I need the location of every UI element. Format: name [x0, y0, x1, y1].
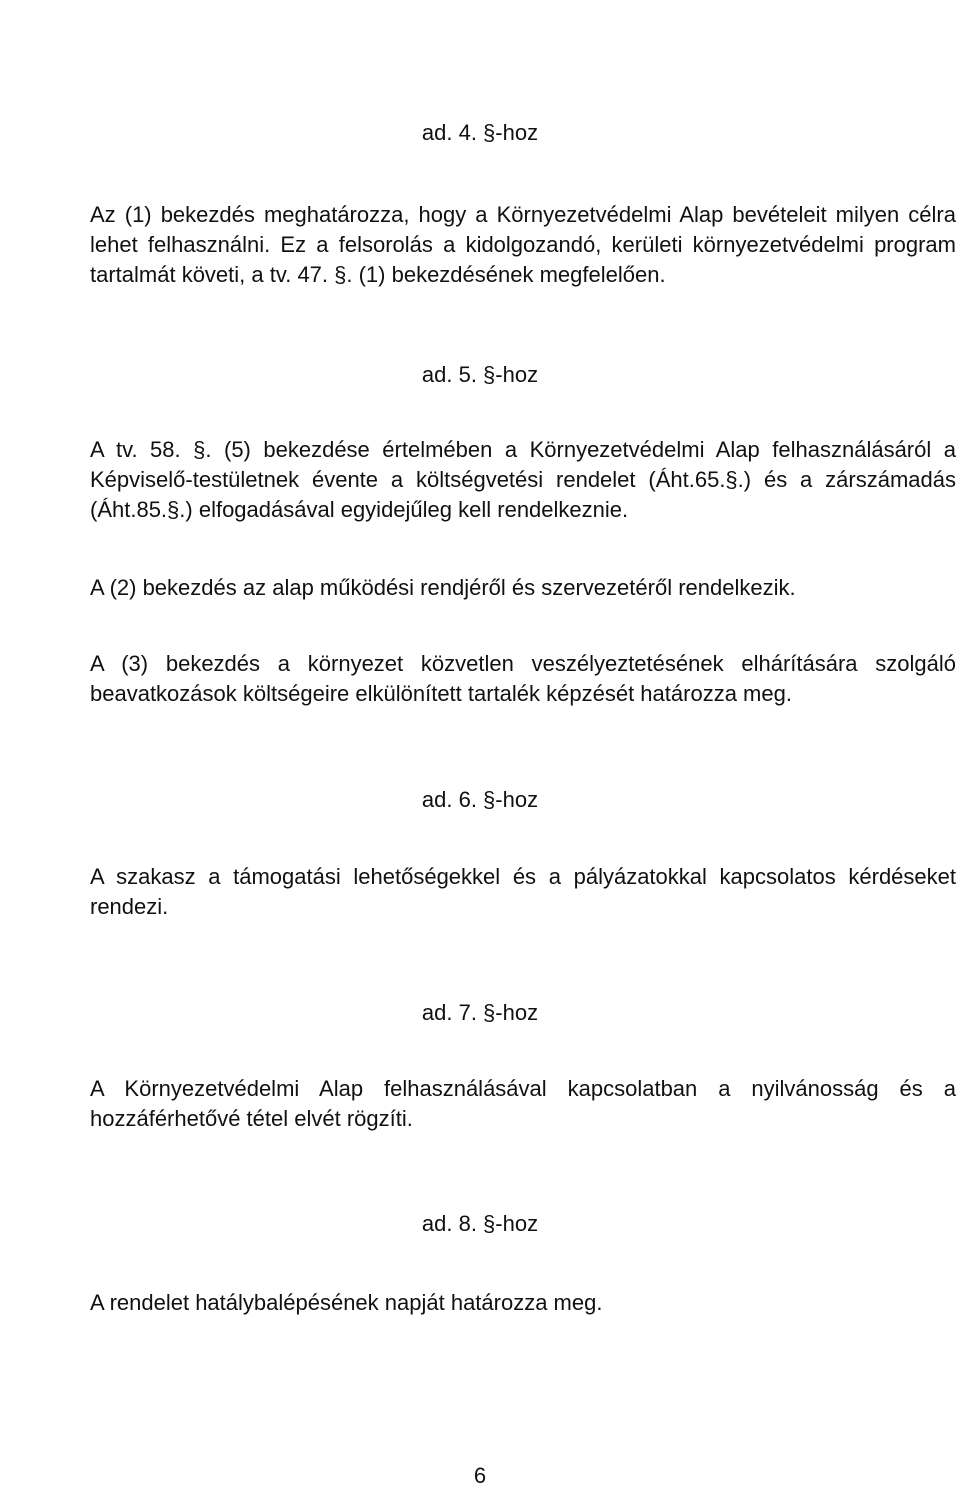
- section-5-paragraph-1: A tv. 58. §. (5) bekezdése értelmében a Környezetvédelmi Alap felhasználásáról a Képviselő-testületnek évente a költségvetési rendelet (Áht.65.§.) és a zárszámadás (Áht.85.§.) elfogadásával egyidejűleg kell rendelkeznie.: [90, 437, 956, 522]
- page-number: 6: [473, 1463, 487, 1488]
- section-heading-ad-8: ad. 8. §-hoz: [421, 1211, 539, 1236]
- section-8-paragraph-1: A rendelet hatálybalépésének napját határozza meg.: [90, 1290, 603, 1315]
- section-heading-ad-5: ad. 5. §-hoz: [421, 362, 539, 387]
- section-heading-ad-6: ad. 6. §-hoz: [421, 787, 539, 812]
- section-6-paragraph-1: A szakasz a támogatási lehetőségekkel és a pályázatokkal kapcsolatos kérdéseket rendezi.: [90, 864, 956, 919]
- section-5-paragraph-2: A (2) bekezdés az alap működési rendjéről és szervezetéről rendelkezik.: [90, 575, 796, 600]
- section-heading-ad-4: ad. 4. §-hoz: [421, 120, 539, 145]
- section-4-paragraph-1: Az (1) bekezdés meghatározza, hogy a Környezetvédelmi Alap bevételeit milyen célra lehet felhasználni. Ez a felsorolás a kidolgozandó, kerületi környezetvédelmi program tartalmát követi, a tv. 47. §. (1) bekezdésének megfelelően.: [90, 202, 956, 287]
- section-heading-ad-7: ad. 7. §-hoz: [421, 1000, 539, 1025]
- section-7-paragraph-1: A Környezetvédelmi Alap felhasználásával kapcsolatban a nyilvánosság és a hozzáférhetővé tétel elvét rögzíti.: [90, 1076, 956, 1131]
- section-5-paragraph-3: A (3) bekezdés a környezet közvetlen veszélyeztetésének elhárítására szolgáló beavatkozások költségeire elkülönített tartalék képzését határozza meg.: [90, 651, 956, 706]
